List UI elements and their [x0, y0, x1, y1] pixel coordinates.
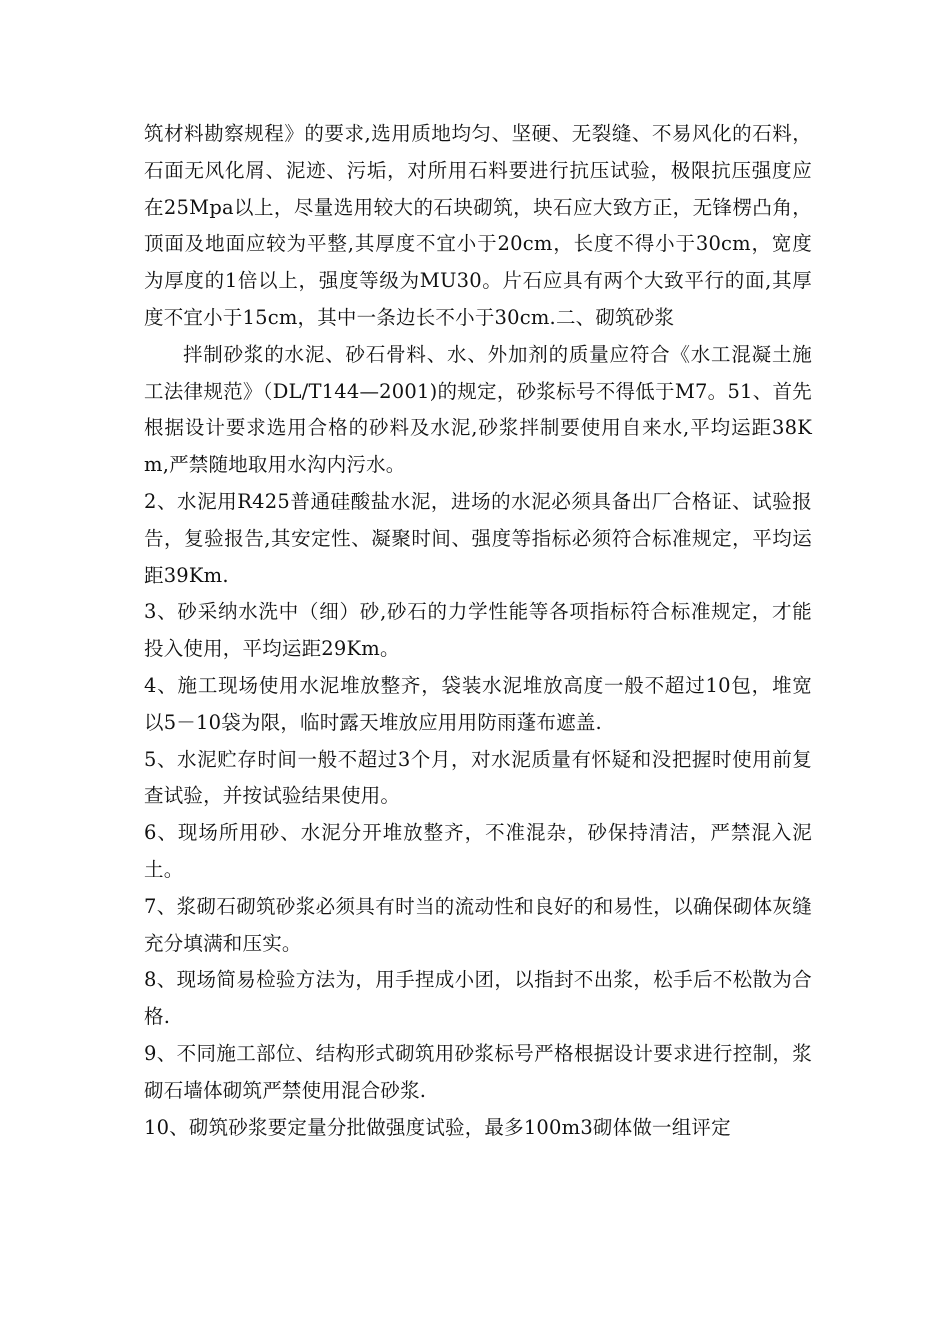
paragraph-stone-material: 筑材料勘察规程》的要求,选用质地均匀、坚硬、无裂缝、不易风化的石料，石面无风化屑、泥迹、污垢，对所用石料要进行抗压试验，极限抗压强度应在25Mpa以上，尽量选用较大的石块砌筑，块石应大致方正，无锋楞凸角，顶面及地面应较为平整,其厚度不宜小于20cm，长度不得小于30cm，宽度为厚度的1倍以上，强度等级为MU30。片石应具有两个大致平行的面,其厚度不宜小于15cm，其中一条边长不小于30cm.二、砌筑砂浆 — [144, 122, 812, 329]
document-body — [144, 116, 812, 1146]
list-item-5-storage-time: 5、水泥贮存时间一般不超过3个月，对水泥质量有怀疑和没把握时使用前复查试验，并按试验结果使用。 — [144, 747, 812, 808]
list-item-3-sand: 3、砂采纳水洗中（细）砂,砂石的力学性能等各项指标符合标准规定，才能投入使用，平均运距29Km。 — [144, 600, 812, 661]
list-item-9-mortar-grade: 9、不同施工部位、结构形式砌筑用砂浆标号严格根据设计要求进行控制，浆砌石墙体砌筑严禁使用混合砂浆. — [144, 1041, 812, 1102]
list-item-10-strength-test: 10、砌筑砂浆要定量分批做强度试验，最多100m3砌体做一组评定 — [144, 1115, 731, 1139]
paragraph-mortar-requirements: 拌制砂浆的水泥、砂石骨料、水、外加剂的质量应符合《水工混凝土施工法律规范》（DL/T144—2001)的规定，砂浆标号不得低于M7。51、首先根据设计要求选用合格的砂料及水泥,砂浆拌制要使用自来水,平均运距38Km,严禁随地取用水沟内污水。 — [144, 342, 812, 477]
list-item-7-workability: 7、浆砌石砌筑砂浆必须具有时当的流动性和良好的和易性，以确保砌体灰缝充分填满和压实。 — [144, 894, 812, 955]
list-item-2-cement: 2、水泥用R425普通硅酸盐水泥，进场的水泥必须具备出厂合格证、试验报告，复验报告,其安定性、凝聚时间、强度等指标必须符合标准规定，平均运距39Km. — [144, 489, 812, 587]
list-item-6-separate-stacking: 6、现场所用砂、水泥分开堆放整齐，不准混杂，砂保持清洁，严禁混入泥土。 — [144, 821, 812, 881]
list-item-4-cement-storage: 4、施工现场使用水泥堆放整齐，袋装水泥堆放高度一般不超过10包，堆宽以5－10袋为限，临时露天堆放应用用防雨蓬布遮盖. — [144, 673, 812, 734]
list-item-8-field-test: 8、现场简易检验方法为，用手捏成小团，以指封不出浆，松手后不松散为合格. — [144, 968, 812, 1029]
